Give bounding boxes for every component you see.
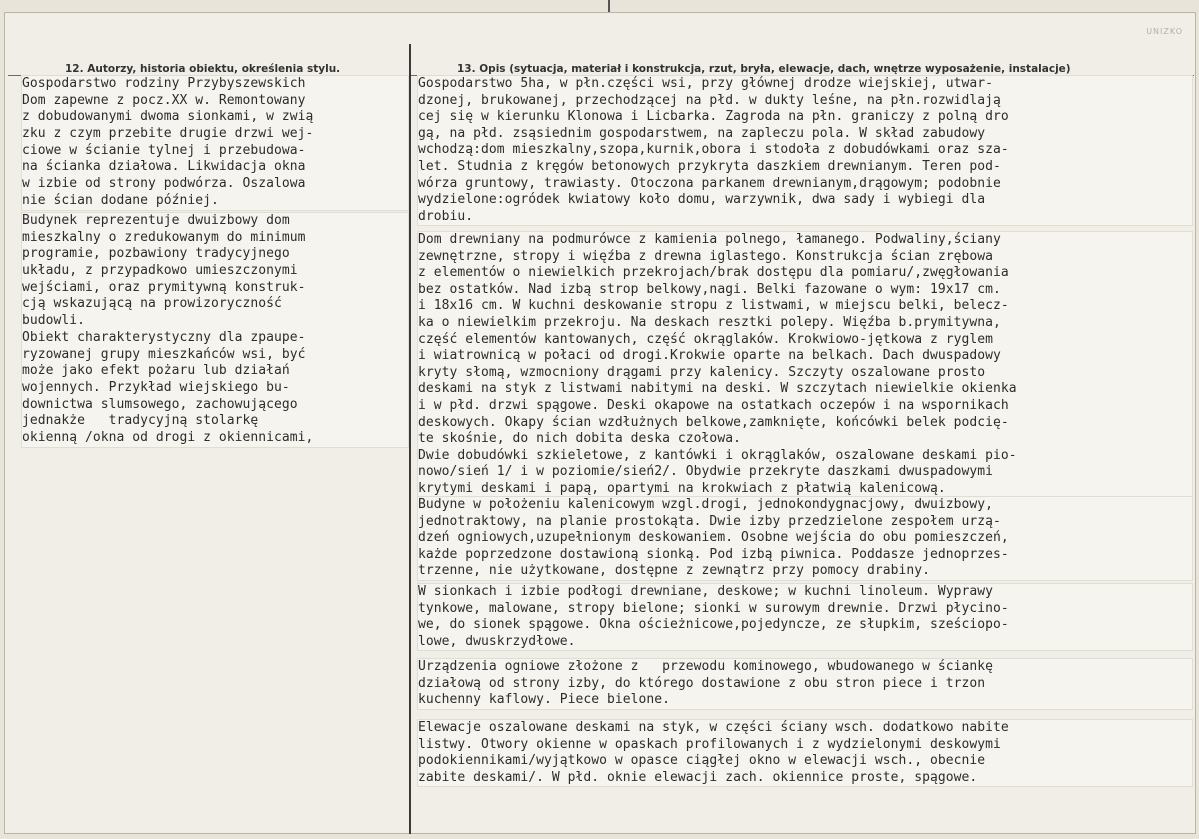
text-line: wejściami, oraz prymitywną konstruk- — [22, 279, 306, 295]
corner-stamp: UNIZKO — [1146, 27, 1183, 36]
history-note — [22, 76, 408, 210]
text-line: kryty słomą, wzmocniony drągami przy kalenicy. Szczyty oszalowane prosto — [418, 364, 986, 380]
column-divider — [409, 44, 411, 834]
interior-note — [418, 584, 1192, 650]
text-line: układu, z przypadkowo umieszczonymi — [22, 263, 298, 279]
situation-note — [418, 76, 1192, 225]
text-line: wydzielone:ogródek kwiatowy koło domu, warzywnik, dwa sady i wybiegi dla — [418, 192, 986, 208]
text-line: programie, pozbawiony tradycyjnego — [22, 246, 290, 262]
text-line: z elementów o niewielkich przekrojach/brak dostępu dla pomiaru/,zwęgłowania — [418, 265, 1009, 281]
text-line: deskowych. Okapy ścian wzdłużnych belkowe,zamknięte, końcówki belek podcię- — [418, 414, 1009, 430]
text-line: nie ścian dodane później. — [22, 192, 219, 208]
left-column-header: 12. Autorzy, historia obiektu, określenia stylu. — [65, 63, 341, 75]
text-line: Obiekt charakterystyczny dla zpaupe- — [22, 329, 306, 345]
text-line: dzeń ogniowych,uzupełnionym deskowaniem. Osobne wejścia do obu pomieszczeń, — [418, 530, 1009, 546]
text-line: drobiu. — [418, 208, 474, 224]
text-line: i wiatrownicą w połaci od drogi.Krokwie oparte na belkach. Dach dwuspadowy — [418, 348, 1001, 364]
text-line: downictwa slumsowego, zachowującego — [22, 396, 298, 412]
text-line: bez ostatków. Nad izbą strop belkowy,nagi. Belki fazowane o wym: 19x17 cm. — [418, 281, 1001, 297]
text-line: każde poprzedzone dostawioną sionką. Pod izbą piwnica. Poddasze jednoprzes- — [418, 546, 1009, 562]
text-line: ciowe w ścianie tylnej i przebudowa- — [22, 142, 306, 158]
layout-note — [418, 497, 1192, 580]
text-line: gą, na płd. zsąsiednim gospodarstwem, na zapleczu pola. W skład zabudowy — [418, 125, 986, 141]
text-line: tynkowe, malowane, stropy bielone; sionki w surowym drewnie. Drzwi płycino- — [418, 600, 1009, 616]
text-line: Dwie dobudówki szkieletowe, z kantówki i okrąglaków, oszalowane deskami pio- — [418, 447, 1017, 463]
text-line: może jako efekt pożaru lub działań — [22, 363, 290, 379]
text-line: i 18x16 cm. W kuchni deskowanie stropu z listwami, w miejscu belki, belecz- — [418, 298, 1009, 314]
text-line: z dobudowanymi dwoma sionkami, w zwią — [22, 109, 314, 125]
right-column-header: 13. Opis (sytuacja, materiał i konstrukcja, rzut, bryła, elewacje, dach, wnętrze wyposażenie, instalacje) — [457, 63, 1071, 75]
text-line: Budynek reprezentuje dwuizbowy dom — [22, 213, 290, 228]
text-line: wojennych. Przykład wiejskiego bu- — [22, 379, 290, 395]
text-line: część elementów kantowanych, część okrąglaków. Krokwiowo-jętkowa z ryglem — [418, 331, 993, 347]
text-line: lowe, dwuskrzydłowe. — [418, 633, 576, 649]
text-line: deskami na styk z listwami nabitymi na deski. W szczytach niewielkie okienka — [418, 381, 1017, 397]
text-line: ryzowanej grupy mieszkańców wsi, być — [22, 346, 306, 362]
text-line: we, do sionek spągowe. Okna ościeżnicowe,pojedyncze, ze słupkim, sześciopo- — [418, 617, 1009, 633]
text-line: na ścianka działowa. Likwidacja okna — [22, 159, 306, 175]
text-line: ka o niewielkim przekroju. Na deskach resztki polepy. Więźba b.prymitywna, — [418, 314, 1001, 330]
text-line: Gospodarstwo 5ha, w płn.części wsi, przy głównej drodze wiejskiej, utwar- — [418, 76, 993, 91]
text-line: cją wskazującą na prowizoryczność — [22, 296, 282, 312]
style-assessment-note — [22, 213, 408, 447]
text-line: zku z czym przebite drugie drzwi wej- — [22, 126, 314, 142]
text-line: te skośnie, do nich dobita deska czołowa. — [418, 431, 741, 447]
text-line: W sionkach i izbie podłogi drewniane, deskowe; w kuchni linoleum. Wyprawy — [418, 584, 993, 599]
text-line: zewnętrzne, stropy i więźba z drewna iglastego. Konstrukcja ścian zrębowa — [418, 248, 993, 264]
text-line: kuchenny kaflowy. Piece bielone. — [418, 692, 671, 708]
text-line: Gospodarstwo rodziny Przybyszewskich — [22, 76, 306, 91]
text-line: zabite deskami/. W płd. oknie elewacji zach. okiennice proste, spągowe. — [418, 769, 978, 785]
text-line: dzonej, brukowanej, przechodzącej na płd. w dukty leśne, na płn.rozwidlają — [418, 92, 1001, 108]
text-line: okienną /okna od drogi z okiennicami, — [22, 429, 314, 445]
text-line: krytymi deskami i papą, opartymi na krokwiach z płatwią kalenicową. — [418, 480, 946, 496]
text-line: w izbie od strony podwórza. Oszalowa — [22, 176, 306, 192]
text-line: i w płd. drzwi spągowe. Deski okapowe na ostatkach oczepów i na wspornikach — [418, 397, 1009, 413]
text-line: wchodzą:dom mieszkalny,szopa,kurnik,obora i stodoła z dobudówkami oraz sza- — [418, 142, 1009, 158]
text-line: budowli. — [22, 313, 86, 329]
text-line: jednotraktowy, na planie prostokąta. Dwie izby przedzielone zespołem urzą- — [418, 513, 1001, 529]
text-line: cej się w kierunku Klonowa i Licbarka. Zagroda na płn. graniczy z polną dro — [418, 109, 1009, 125]
heating-note — [418, 659, 1192, 709]
text-line: jednakże tradycyjną stolarkę — [22, 413, 259, 429]
text-line: mieszkalny o zredukowanym do minimum — [22, 229, 306, 245]
text-line: trzenne, nie użytkowane, dostępne z zewnątrz przy pomocy drabiny. — [418, 563, 930, 579]
text-line: działową od strony izby, do którego dostawione z obu stron piece i trzon — [418, 675, 986, 691]
text-line: let. Studnia z kręgów betonowych przykryta daszkiem drewnianym. Teren pod- — [418, 158, 1001, 174]
top-tick-mark — [608, 0, 610, 12]
text-line: Budyne w położeniu kalenicowym wzgl.drogi, jednokondygnacjowy, dwuizbowy, — [418, 497, 993, 512]
elevation-note — [418, 720, 1192, 786]
text-line: wórza gruntowy, trawiasty. Otoczona parkanem drewnianym,drągowym; podobnie — [418, 175, 1001, 191]
construction-note — [418, 232, 1192, 498]
text-line: Dom zapewne z pocz.XX w. Remontowany — [22, 92, 306, 108]
text-line: Urządzenia ogniowe złożone z przewodu kominowego, wbudowanego w ściankę — [418, 659, 993, 674]
text-line: nowo/sień 1/ i w poziomie/sień2/. Obydwie przekryte daszkami dwuspadowymi — [418, 464, 993, 480]
text-line: Elewacje oszalowane deskami na styk, w części ściany wsch. dodatkowo nabite — [418, 720, 1009, 735]
text-line: listwy. Otwory okienne w opaskach profilowanych i z wydzielonymi deskowymi — [418, 736, 1001, 752]
text-line: podokiennikami/wyjątkowo w opasce ciągłej okno w elewacji wsch., obecnie — [418, 753, 986, 769]
text-line: Dom drewniany na podmurówce z kamienia polnego, łamanego. Podwaliny,ściany — [418, 232, 1001, 247]
